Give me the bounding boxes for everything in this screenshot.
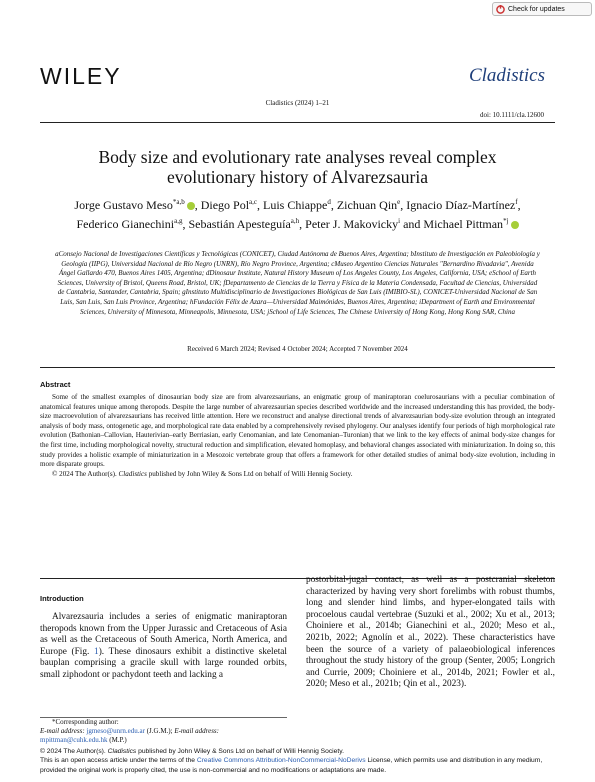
doi: doi: 10.1111/cla.12600: [480, 111, 544, 119]
abstract-body: [40, 393, 555, 479]
author-affiliation-mark: a,c: [249, 198, 258, 206]
abstract-copyright: © 2024 The Author(s). Cladistics published by John Wiley & Sons Ltd on behalf of Willi Hennig Society.: [52, 469, 353, 478]
email-link-pittman[interactable]: mpittman@cuhk.edu.hk: [40, 736, 108, 744]
abstract-heading: Abstract: [40, 380, 71, 389]
refresh-icon: [496, 5, 505, 14]
author-name: Michael Pittman: [423, 217, 504, 231]
author-name: Diego Pol: [200, 198, 250, 212]
abstract-text: Some of the smallest examples of dinosaurian body size are from alvarezsaurians, an enigmatic group of maniraptoran coelurosaurians with a peculiar combination of anatomical features unique among theropods. Despite the large number of alvarezsaurian species described worldwide and the increased understanding this has provided, the body-size macroevolution of alvarezsaurians has received little attention. Here we reconstruct and analyse directional trends of alvarezsaurian body-size evolution through an integrated analysis of body mass, ontogenetic age, and morphological rate data enabled by a comprehensively revised phylogeny. Our analyses identify four periods of high morphological rate evolution (Bathonian–Callovian, Hauterivian–early Berriasian, early Cenomanian, and late Cenomanian–Turonian) that we link to the key effects of animal body-size changes for the first time, including morphological novelty, structural reduction and simplification, elevated homoplasy, and behavioral changes associated with miniaturization. In doing so, this study provides a holistic example of miniaturization in a Mesozoic vertebrate group that offers a framework for other detailed studies of animal body-size evolution, including in more disparate groups.: [40, 393, 555, 469]
footnote: *Corresponding author: E-mail address: jgmeso@unrn.edu.ar (J.G.M.); E-mail address: mpittman@cuhk.edu.hk (M.P.): [40, 718, 219, 744]
author-name: Sebastián Apesteguía: [188, 217, 291, 231]
intro-paragraph: Alvarezsauria includes a series of enigmatic maniraptoran theropods known from the Upper Jurassic and Cretaceous of Asia as well as the Cretaceous of South America, North America, and Europe (Fig. 1). These dinosaurs exhibit a distinctive skeletal bauplan comprising a gracile skull with large rounded orbits, small ziphodont or pachydont teeth and lacking a: [40, 612, 287, 680]
author-name: Luis Chiappe: [263, 198, 328, 212]
publisher-logo: WILEY: [40, 63, 122, 89]
badge-label: Check for updates: [508, 5, 565, 13]
orcid-icon[interactable]: [187, 202, 195, 210]
author-name: Federico Gianechini: [76, 217, 175, 231]
intro-paragraph-cont: postorbital-jugal contact, as well as a postcranial skeleton characterized by having very short forelimbs with robust thumbs, long and slender hind limbs, and hyper-elongated tails with procoelous caudal vertebrae (Suzuki et al., 2002; Xu et al., 2013; Choiniere et al., 2014b; Gianechini et al., 2020; Meso et al., 2021b, 2022; Agnolín et al., 2022). These characteristics have been the source of a variety of palaeobiological inferences throughout the study history of the group (Senter, 2005; Longrich and Currie, 2009; Choiniere et al., 2014b, 2021; Fowler et al., 2020; Meso et al., 2021b; Qin et al., 2023).: [306, 575, 555, 690]
article-dates: Received 6 March 2024; Revised 4 October 2024; Accepted 7 November 2024: [187, 345, 408, 353]
introduction-heading: Introduction: [40, 594, 84, 603]
body-column-right: [306, 575, 555, 691]
journal-name: Cladistics: [468, 65, 545, 86]
author-list: Jorge Gustavo Meso$^{*a,b}$ , Diego Pol$^{a,c}$, Luis Chiappe$^d$, Zichuan Qin$^e$, Ignacio Díaz-Martínez$^f$, Federico Gianechini$^{a,g}$, Sebastián Apesteguía$^{a,h}$, Peter J. Makovicky$^i$ and Michael Pittman$^{*j}$: [74, 198, 521, 231]
citation: Cladistics (2024) 1–21: [265, 99, 330, 107]
license-footer: © 2024 The Author(s). Cladistics published by John Wiley & Sons Ltd on behalf of Willi Hennig Society. This is an open access article under the terms of the Creative Commons Attribution-NonCommercial-NoDerivs License, which permits use and distribution in any medium, provided the original work is properly cited, the use is non-commercial and no modifications or adaptations are made.: [40, 748, 543, 774]
author-name: Ignacio Díaz-Martínez: [406, 198, 516, 212]
author-affiliation-mark: e: [397, 198, 401, 206]
author-name: Zichuan Qin: [336, 198, 398, 212]
abstract-top-rule: [40, 367, 555, 368]
author-affiliation-mark: a,g: [174, 217, 183, 225]
email-link-meso[interactable]: jgmeso@unrn.edu.ar: [86, 727, 145, 735]
author-affiliation-mark: a,h: [290, 217, 300, 225]
author-affiliation-mark: i: [398, 217, 401, 225]
check-for-updates-badge[interactable]: [492, 2, 592, 16]
article-title: Body size and evolutionary rate analyses reveal complex evolutionary history of Alvarezsauria: [98, 147, 497, 187]
author-affiliation-mark: d: [327, 198, 331, 206]
header-rule: [40, 122, 555, 123]
license-link[interactable]: Creative Commons Attribution-NonCommercial-NoDerivs: [196, 757, 366, 765]
body-column-left: [40, 612, 287, 682]
author-affiliation-mark: f: [515, 198, 518, 206]
figure-link[interactable]: 1: [94, 646, 99, 657]
orcid-icon[interactable]: [511, 221, 519, 229]
author-affiliation-mark: *a,b: [172, 198, 185, 206]
author-affiliation-mark: *j: [503, 217, 509, 225]
author-name: Jorge Gustavo Meso: [74, 198, 173, 212]
author-name: Peter J. Makovicky: [305, 217, 399, 231]
affiliations: aConsejo Nacional de Investigaciones Científicas y Tecnológicas (CONICET), Ciudad Autónoma de Buenos Aires, Argentina; bInstituto de Investigación en Paleobiología y Geología (IIPG), Universidad Nacional de Río Negro (UNRN), Río Negro Province, Argentina; cMuseo Argentino Ciencias Naturales "Bernardino Rivadavia", Avenida Ángel Gallardo 470, Buenos Aires 1405, Argentina; dDinosaur Institute, Natural History Museum of Los Angeles County, Los Angeles, California, USA; eSchool of Earth Sciences, University of Bristol, Queens Road, Bristol, UK; fDepartamento de Ciencias de la Tierra y Física de la Materia Condensada, Facultad de Ciencias, Universidad de Cantabria, Santander, Cantabria, Spain; gInstituto Multidisciplinario de Investigaciones Biológicas de San Luis (IMIBIO-SL), CONICET-Universidad Nacional de San Luis, San Luis, San Luis Province, Argentina; hFundación Félix de Azara—Universidad Maimónides, Buenos Aires, Argentina; iDepartment of Earth and Environmental Sciences, University of Minnesota, Minneapolis, Minnesota, USA; jSchool of Life Sciences, The Chinese University of Hong Kong, Hong Kong SAR, China: [55, 250, 540, 316]
